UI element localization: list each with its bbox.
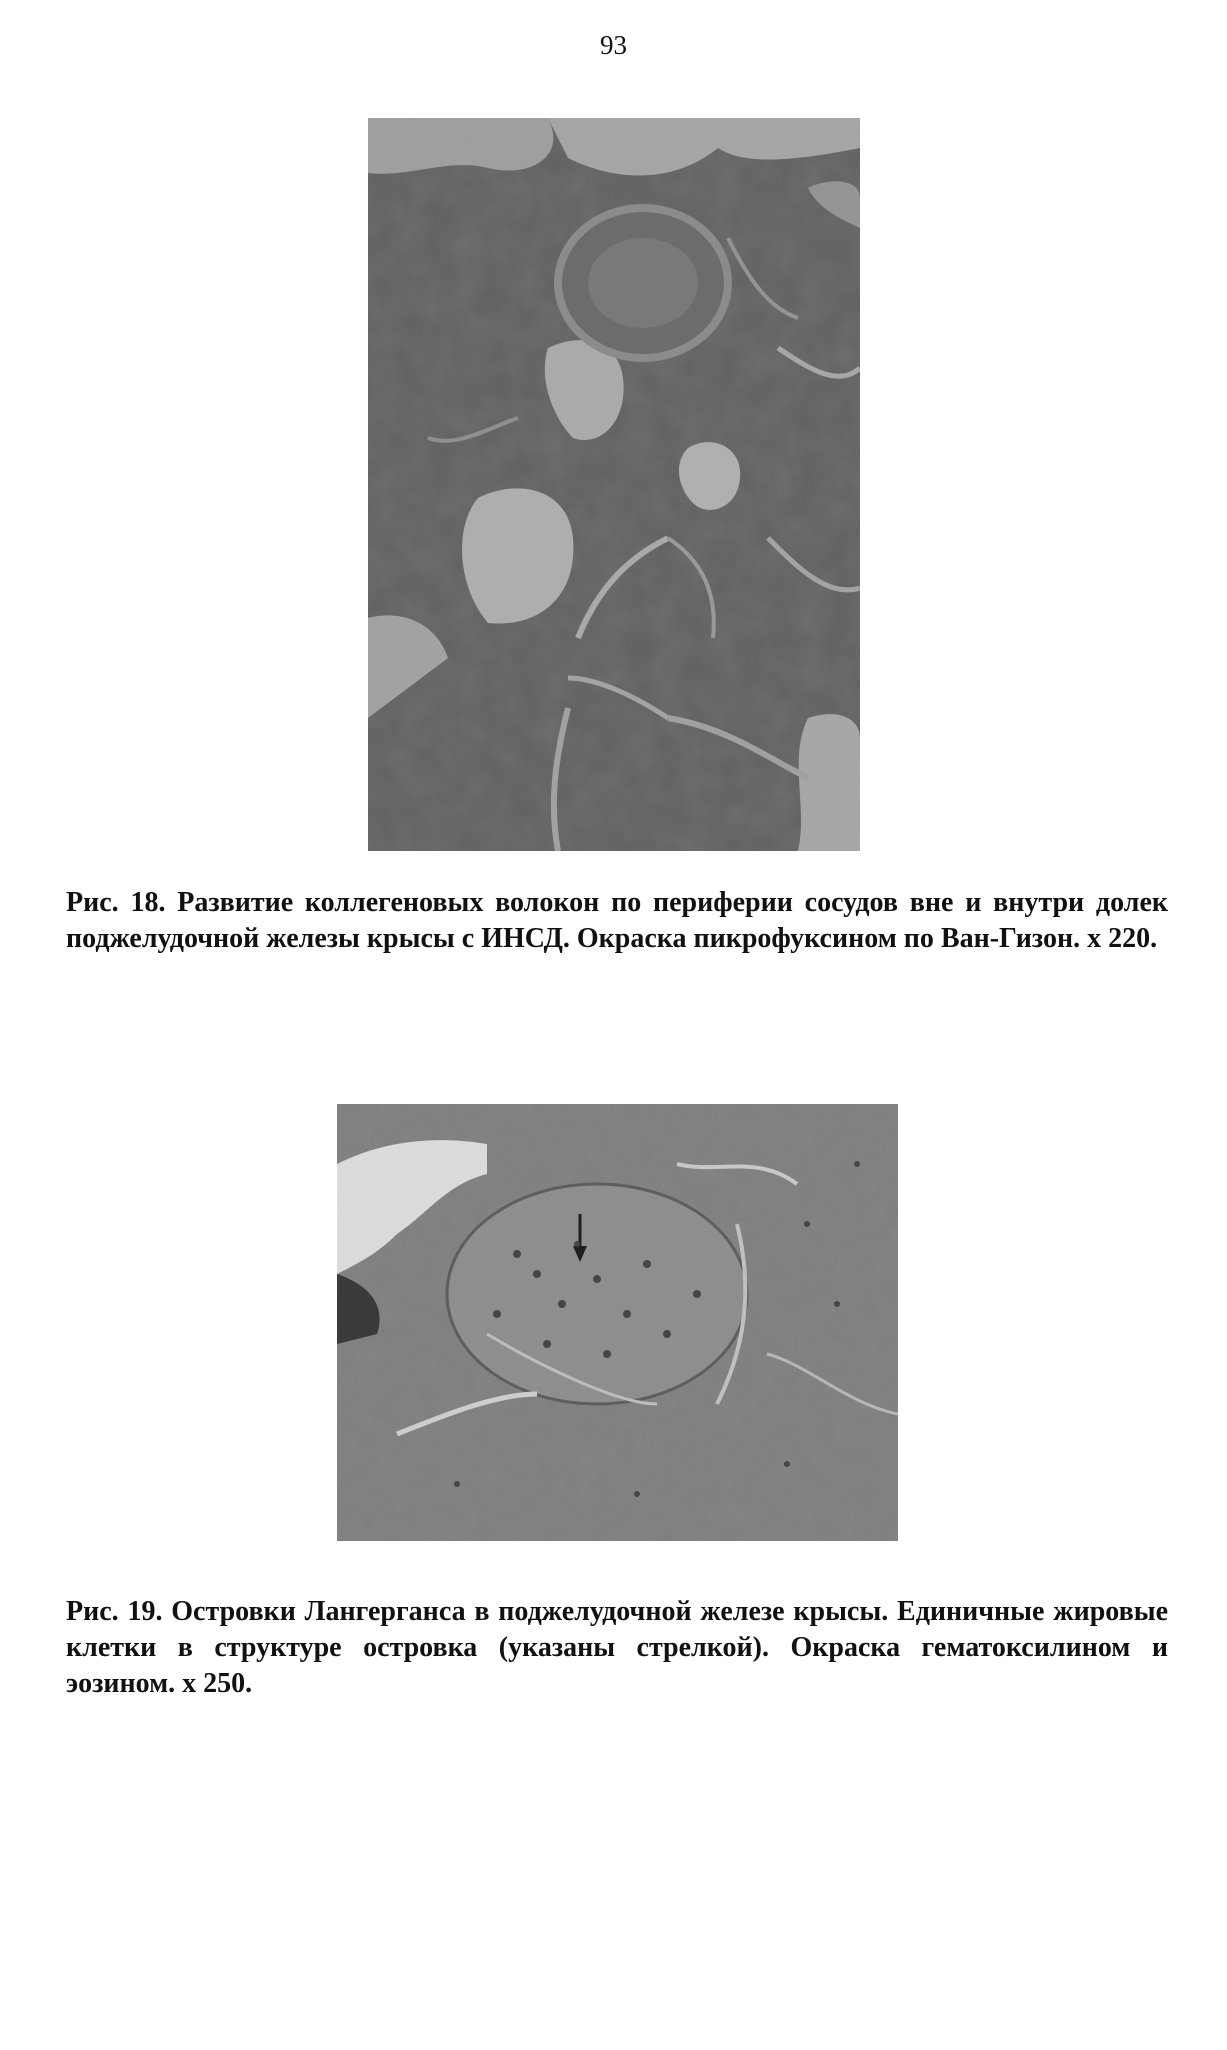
- figure-18-caption: Рис. 18. Развитие коллегеновых волокон по периферии сосудов вне и внутри долек поджелудочной железы крысы с ИНСД. Окраска пикрофуксином по Ван-Гизон. х 220.: [66, 887, 1168, 954]
- page-number: 93: [600, 30, 627, 60]
- figure-19-micrograph: [337, 1104, 898, 1541]
- figure-19-caption: Рис. 19. Островки Лангерганса в поджелудочной железе крысы. Единичные жировые клетки в структуре островка (указаны стрелкой). Окраска гематоксилином и эозином. х 250.: [66, 1596, 1168, 1699]
- figure-18-micrograph: [368, 118, 860, 851]
